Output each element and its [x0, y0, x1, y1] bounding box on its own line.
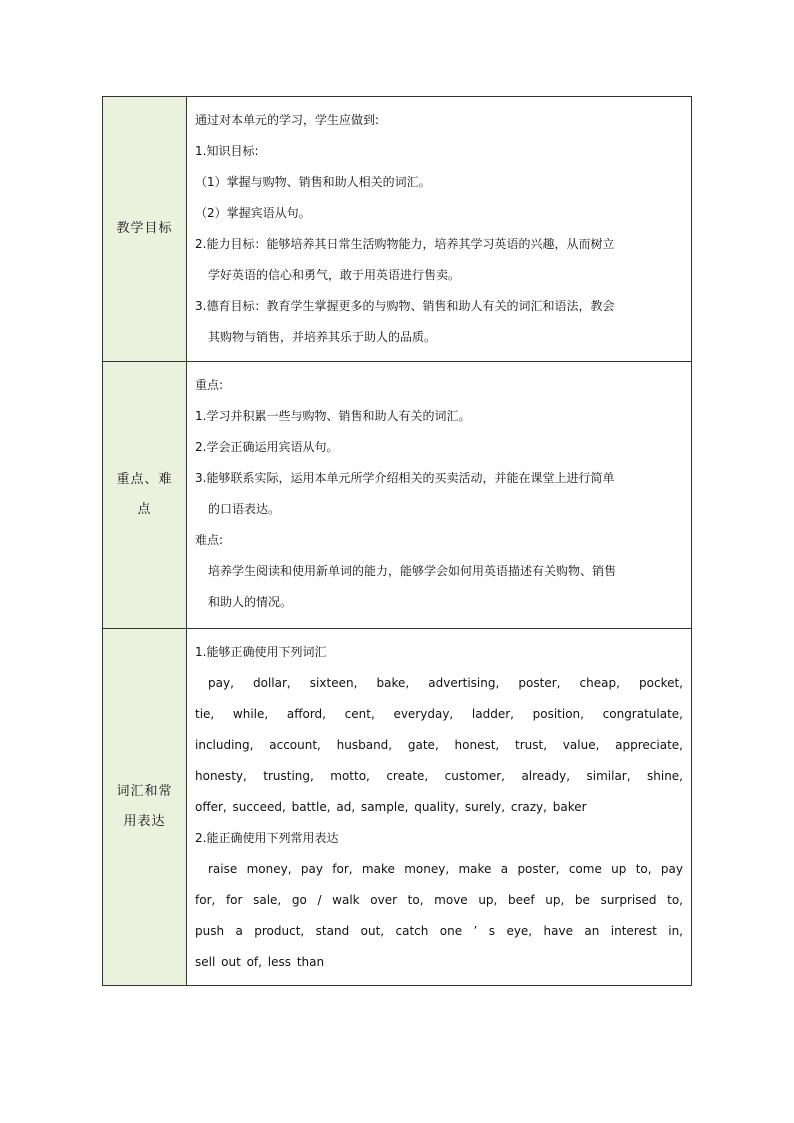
word-list-line: tie, while, afford, cent, everyday, ladder, position, congratulate, — [195, 707, 683, 721]
lesson-plan-table — [102, 96, 692, 986]
label-line: 点 — [137, 502, 152, 517]
text-line: （2）掌握宾语从句。 — [195, 206, 311, 220]
text-line: 通过对本单元的学习，学生应做到: — [195, 113, 380, 127]
text-line: 2.能正确使用下列常用表达 — [195, 831, 339, 845]
text-line: 1.学习并积累一些与购物、销售和助人有关的词汇。 — [195, 409, 471, 423]
text-line: 1.能够正确使用下列词汇 — [195, 645, 327, 659]
word-list-line: pay, dollar, sixteen, bake, advertising, poster, cheap, pocket, — [208, 676, 683, 690]
word-list-line: offer, succeed, battle, ad, sample, quality, surely, crazy, baker — [195, 800, 587, 814]
text-line: 3.能够联系实际，运用本单元所学介绍相关的买卖活动，并能在课堂上进行简单 — [195, 471, 615, 485]
word-list-line: honesty, trusting, motto, create, customer, already, similar, shine, — [195, 769, 683, 783]
label-vocabulary — [103, 629, 187, 986]
phrase-list-line: raise money, pay for, make money, make a poster, come up to, pay — [208, 862, 683, 876]
word-list-line: including, account, husband, gate, honest, trust, value, appreciate, — [195, 738, 683, 752]
content-key-points — [187, 362, 692, 629]
text-line: 学好英语的信心和勇气，敢于用英语进行售卖。 — [208, 268, 461, 282]
text-line: 难点: — [195, 533, 224, 547]
text-line: 重点: — [195, 378, 224, 392]
text-line: 培养学生阅读和使用新单词的能力，能够学会如何用英语描述有关购物、销售 — [208, 564, 617, 578]
phrase-list-line: for, for sale, go / walk over to, move up, beef up, be surprised to, — [195, 893, 683, 907]
text-line: 2.学会正确运用宾语从句。 — [195, 440, 339, 454]
row-teaching-goals — [103, 97, 692, 362]
content-vocabulary — [187, 629, 692, 986]
text-line: 1.知识目标: — [195, 144, 259, 158]
label-teaching-goals: 教学目标 — [103, 97, 187, 362]
row-vocabulary — [103, 629, 692, 986]
text-line: 2.能力目标：能够培养其日常生活购物能力，培养其学习英语的兴趣，从而树立 — [195, 237, 615, 251]
row-key-points — [103, 362, 692, 629]
phrase-list-line: push a product, stand out, catch one ’ s eye, have an interest in, — [195, 924, 683, 938]
text-line: （1）掌握与购物、销售和助人相关的词汇。 — [195, 175, 431, 189]
label-line: 词汇和常 — [116, 784, 173, 799]
label-key-points — [103, 362, 187, 629]
text-line: 的口语表达。 — [208, 502, 281, 516]
content-teaching-goals — [187, 97, 692, 362]
text-line: 3.德育目标：教育学生掌握更多的与购物、销售和助人有关的词汇和语法，教会 — [195, 299, 615, 313]
label-line: 重点、难 — [116, 472, 173, 487]
label-line: 用表达 — [123, 814, 166, 829]
text-line: 和助人的情况。 — [208, 595, 293, 609]
text-line: 其购物与销售，并培养其乐于助人的品质。 — [208, 330, 437, 344]
phrase-list-line: sell out of, less than — [195, 955, 325, 969]
